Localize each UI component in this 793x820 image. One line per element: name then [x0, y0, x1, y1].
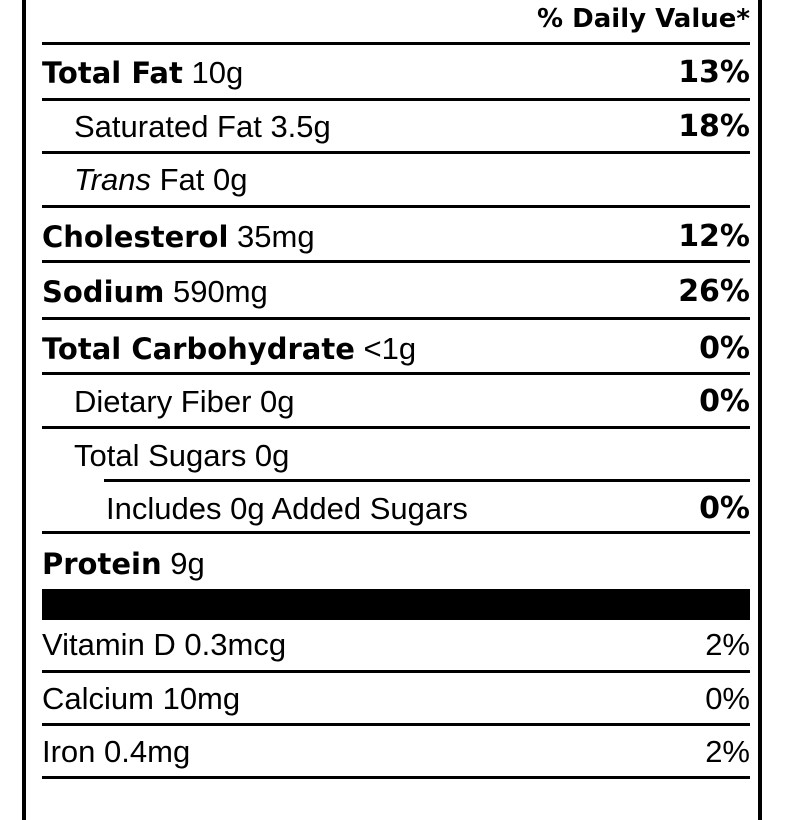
sodium-dv: 26% — [678, 274, 750, 309]
total-fat-dv: 13% — [678, 55, 750, 90]
calcium-label: Calcium 10mg — [42, 681, 241, 716]
iron-dv: 2% — [705, 734, 750, 769]
divider — [42, 776, 750, 779]
divider — [42, 42, 750, 45]
divider — [104, 479, 750, 482]
row-added-sugars — [42, 492, 750, 532]
cholesterol-label — [42, 220, 315, 254]
cholesterol-name: Cholesterol — [42, 220, 229, 254]
cholesterol-amount: 35mg — [237, 219, 315, 254]
calcium-dv: 0% — [705, 681, 750, 716]
added-sugars-label: Includes 0g Added Sugars — [106, 491, 468, 526]
divider — [42, 531, 750, 534]
total-fat-label — [42, 56, 243, 90]
row-cholesterol — [42, 220, 750, 260]
divider — [42, 205, 750, 208]
cholesterol-dv: 12% — [678, 219, 750, 254]
vitamin-d-dv: 2% — [705, 627, 750, 662]
sodium-name: Sodium — [42, 275, 165, 309]
divider — [42, 426, 750, 429]
vitamin-d-label: Vitamin D 0.3mcg — [42, 627, 287, 662]
thick-divider-bar — [42, 589, 750, 620]
divider — [42, 372, 750, 375]
total-carbohydrate-label — [42, 332, 416, 366]
saturated-fat-label: Saturated Fat 3.5g — [74, 109, 331, 144]
divider — [42, 260, 750, 263]
sodium-amount: 590mg — [173, 274, 268, 309]
total-sugars-label: Total Sugars 0g — [74, 438, 290, 473]
dietary-fiber-label: Dietary Fiber 0g — [74, 384, 295, 419]
trans-fat-italic: Trans — [74, 162, 151, 197]
daily-value-header: % Daily Value* — [537, 4, 750, 34]
trans-fat-label — [74, 163, 247, 197]
row-vitamin-d — [42, 628, 750, 668]
row-total-sugars — [42, 439, 750, 479]
trans-fat-rest: Fat 0g — [159, 162, 248, 197]
divider — [42, 98, 750, 101]
dietary-fiber-dv: 0% — [699, 384, 750, 419]
total-carbohydrate-amount: <1g — [363, 331, 417, 366]
row-protein — [42, 547, 750, 587]
row-total-carbohydrate — [42, 332, 750, 372]
added-sugars-dv: 0% — [699, 491, 750, 526]
row-iron — [42, 735, 750, 775]
saturated-fat-dv: 18% — [678, 109, 750, 144]
row-trans-fat — [42, 163, 750, 203]
divider — [42, 723, 750, 726]
protein-amount: 9g — [170, 546, 205, 581]
iron-label: Iron 0.4mg — [42, 734, 191, 769]
protein-label — [42, 547, 205, 581]
daily-value-header-row — [42, 0, 750, 40]
row-sodium — [42, 275, 750, 315]
total-fat-name: Total Fat — [42, 56, 183, 90]
divider — [42, 317, 750, 320]
protein-name: Protein — [42, 547, 162, 581]
total-fat-amount: 10g — [191, 55, 244, 90]
divider — [42, 151, 750, 154]
divider — [42, 670, 750, 673]
row-calcium — [42, 682, 750, 722]
sodium-label — [42, 275, 268, 309]
total-carbohydrate-dv: 0% — [699, 331, 750, 366]
row-saturated-fat — [42, 110, 750, 150]
row-dietary-fiber — [42, 385, 750, 425]
total-carbohydrate-name: Total Carbohydrate — [42, 332, 355, 366]
row-total-fat — [42, 56, 750, 96]
